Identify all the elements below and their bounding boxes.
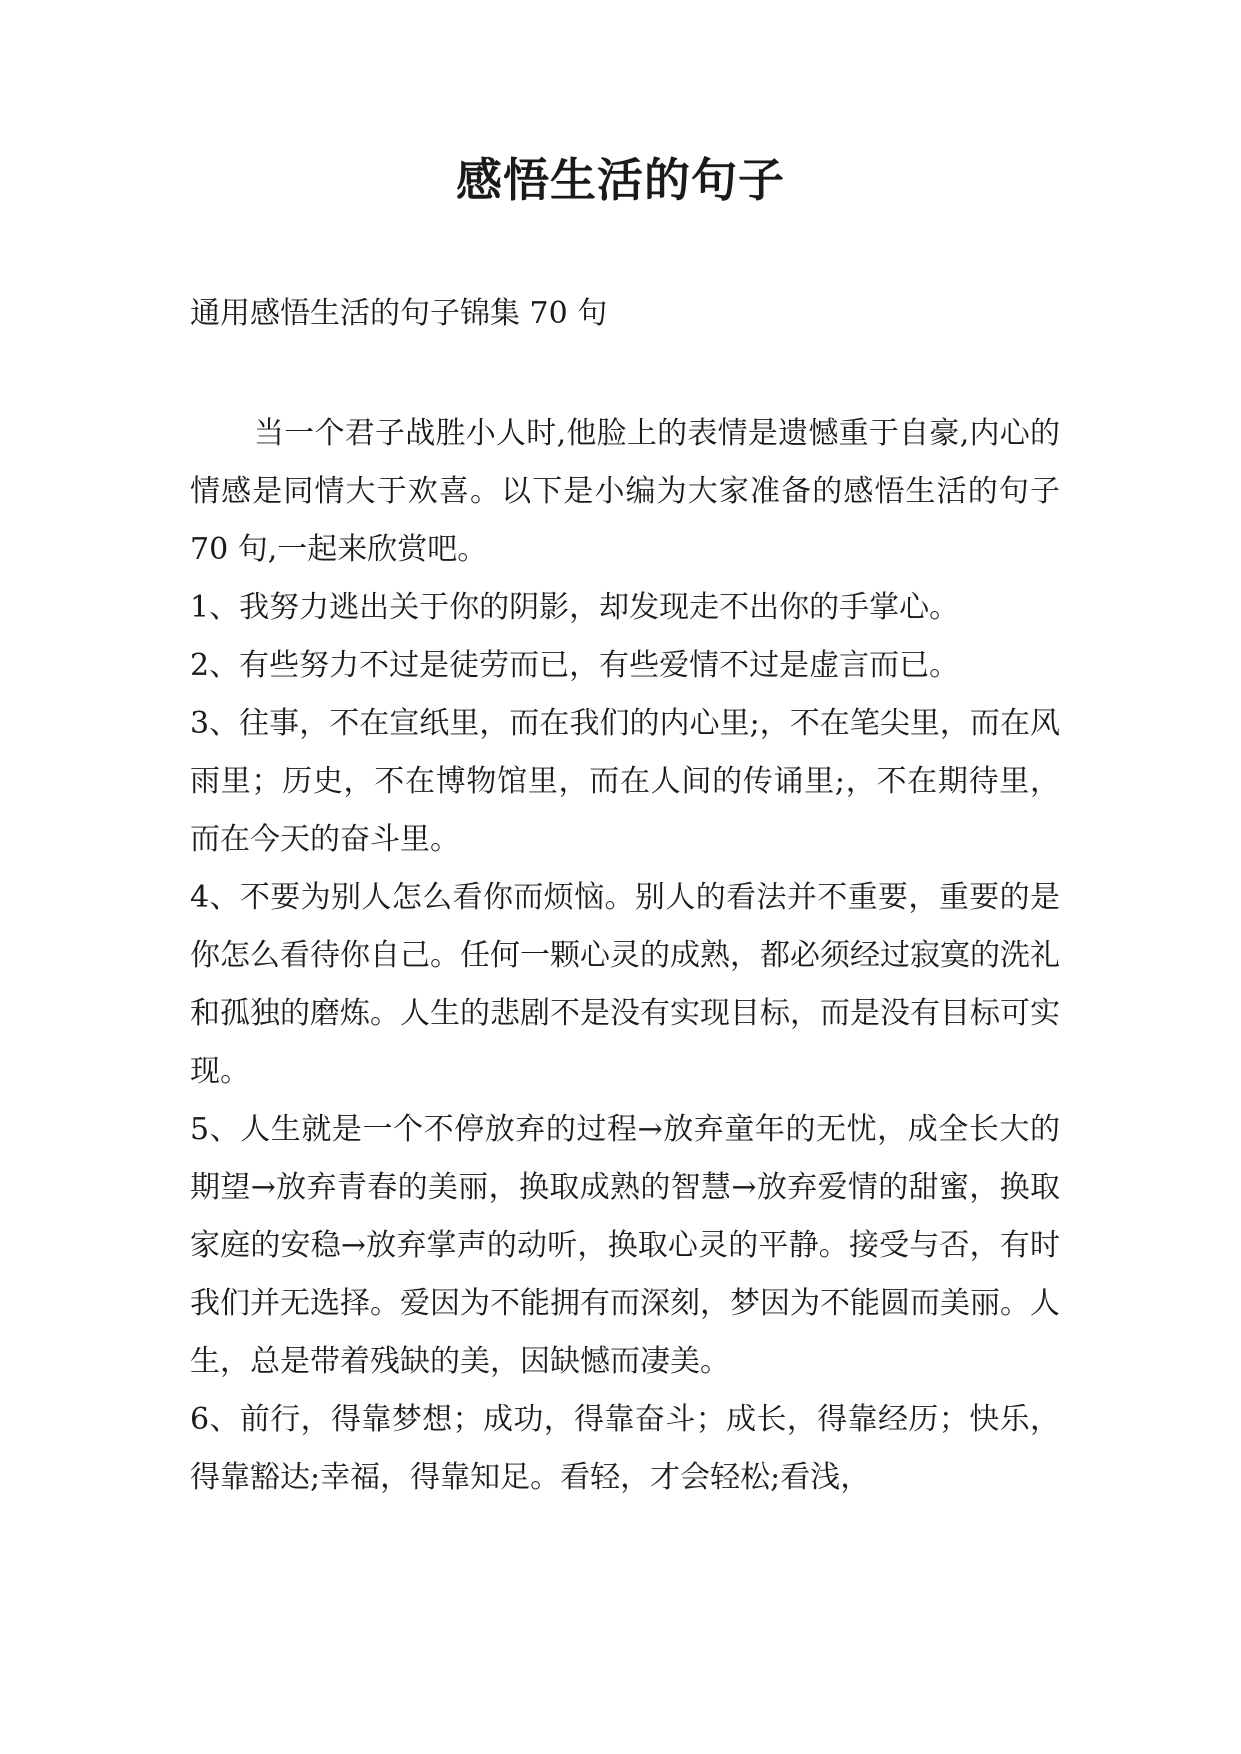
document-title: 感悟生活的句子 [456, 153, 785, 207]
intro-paragraph: 当一个君子战胜小人时,他脸上的表情是遗憾重于自豪,内心的情感是同情大于欢喜。以下是小编为大家准备的感悟生活的句子 70 句,一起来欣赏吧。 [190, 416, 1060, 567]
sentence-item-5: 5、人生就是一个不停放弃的过程→放弃童年的无忧，成全长大的期望→放弃青春的美丽，换取成熟的智慧→放弃爱情的甜蜜，换取家庭的安稳→放弃掌声的动听，换取心灵的平静。接受与否，有时我们并无选择。爱因为不能拥有而深刻，梦因为不能圆而美丽。人生，总是带着残缺的美，因缺憾而凄美。 [190, 1112, 1060, 1379]
document-subtitle: 通用感悟生活的句子锦集 70 句 [190, 296, 608, 331]
sentence-item-3: 3、往事，不在宣纸里，而在我们的内心里;，不在笔尖里，而在风雨里；历史，不在博物馆里，而在人间的传诵里;，不在期待里，而在今天的奋斗里。 [190, 706, 1060, 857]
document-body [190, 405, 1060, 1507]
sentence-item-4: 4、不要为别人怎么看你而烦恼。别人的看法并不重要，重要的是你怎么看待你自己。任何一颗心灵的成熟，都必须经过寂寞的洗礼和孤独的磨炼。人生的悲剧不是没有实现目标，而是没有目标可实现。 [190, 880, 1060, 1089]
sentence-item-6: 6、前行，得靠梦想；成功，得靠奋斗；成长，得靠经历；快乐，得靠豁达;幸福，得靠知足。看轻，才会轻松;看浅， [190, 1402, 1060, 1495]
sentence-item-2: 2、有些努力不过是徒劳而已，有些爱情不过是虚言而已。 [190, 648, 960, 683]
sentence-item-1: 1、我努力逃出关于你的阴影，却发现走不出你的手掌心。 [190, 590, 960, 625]
